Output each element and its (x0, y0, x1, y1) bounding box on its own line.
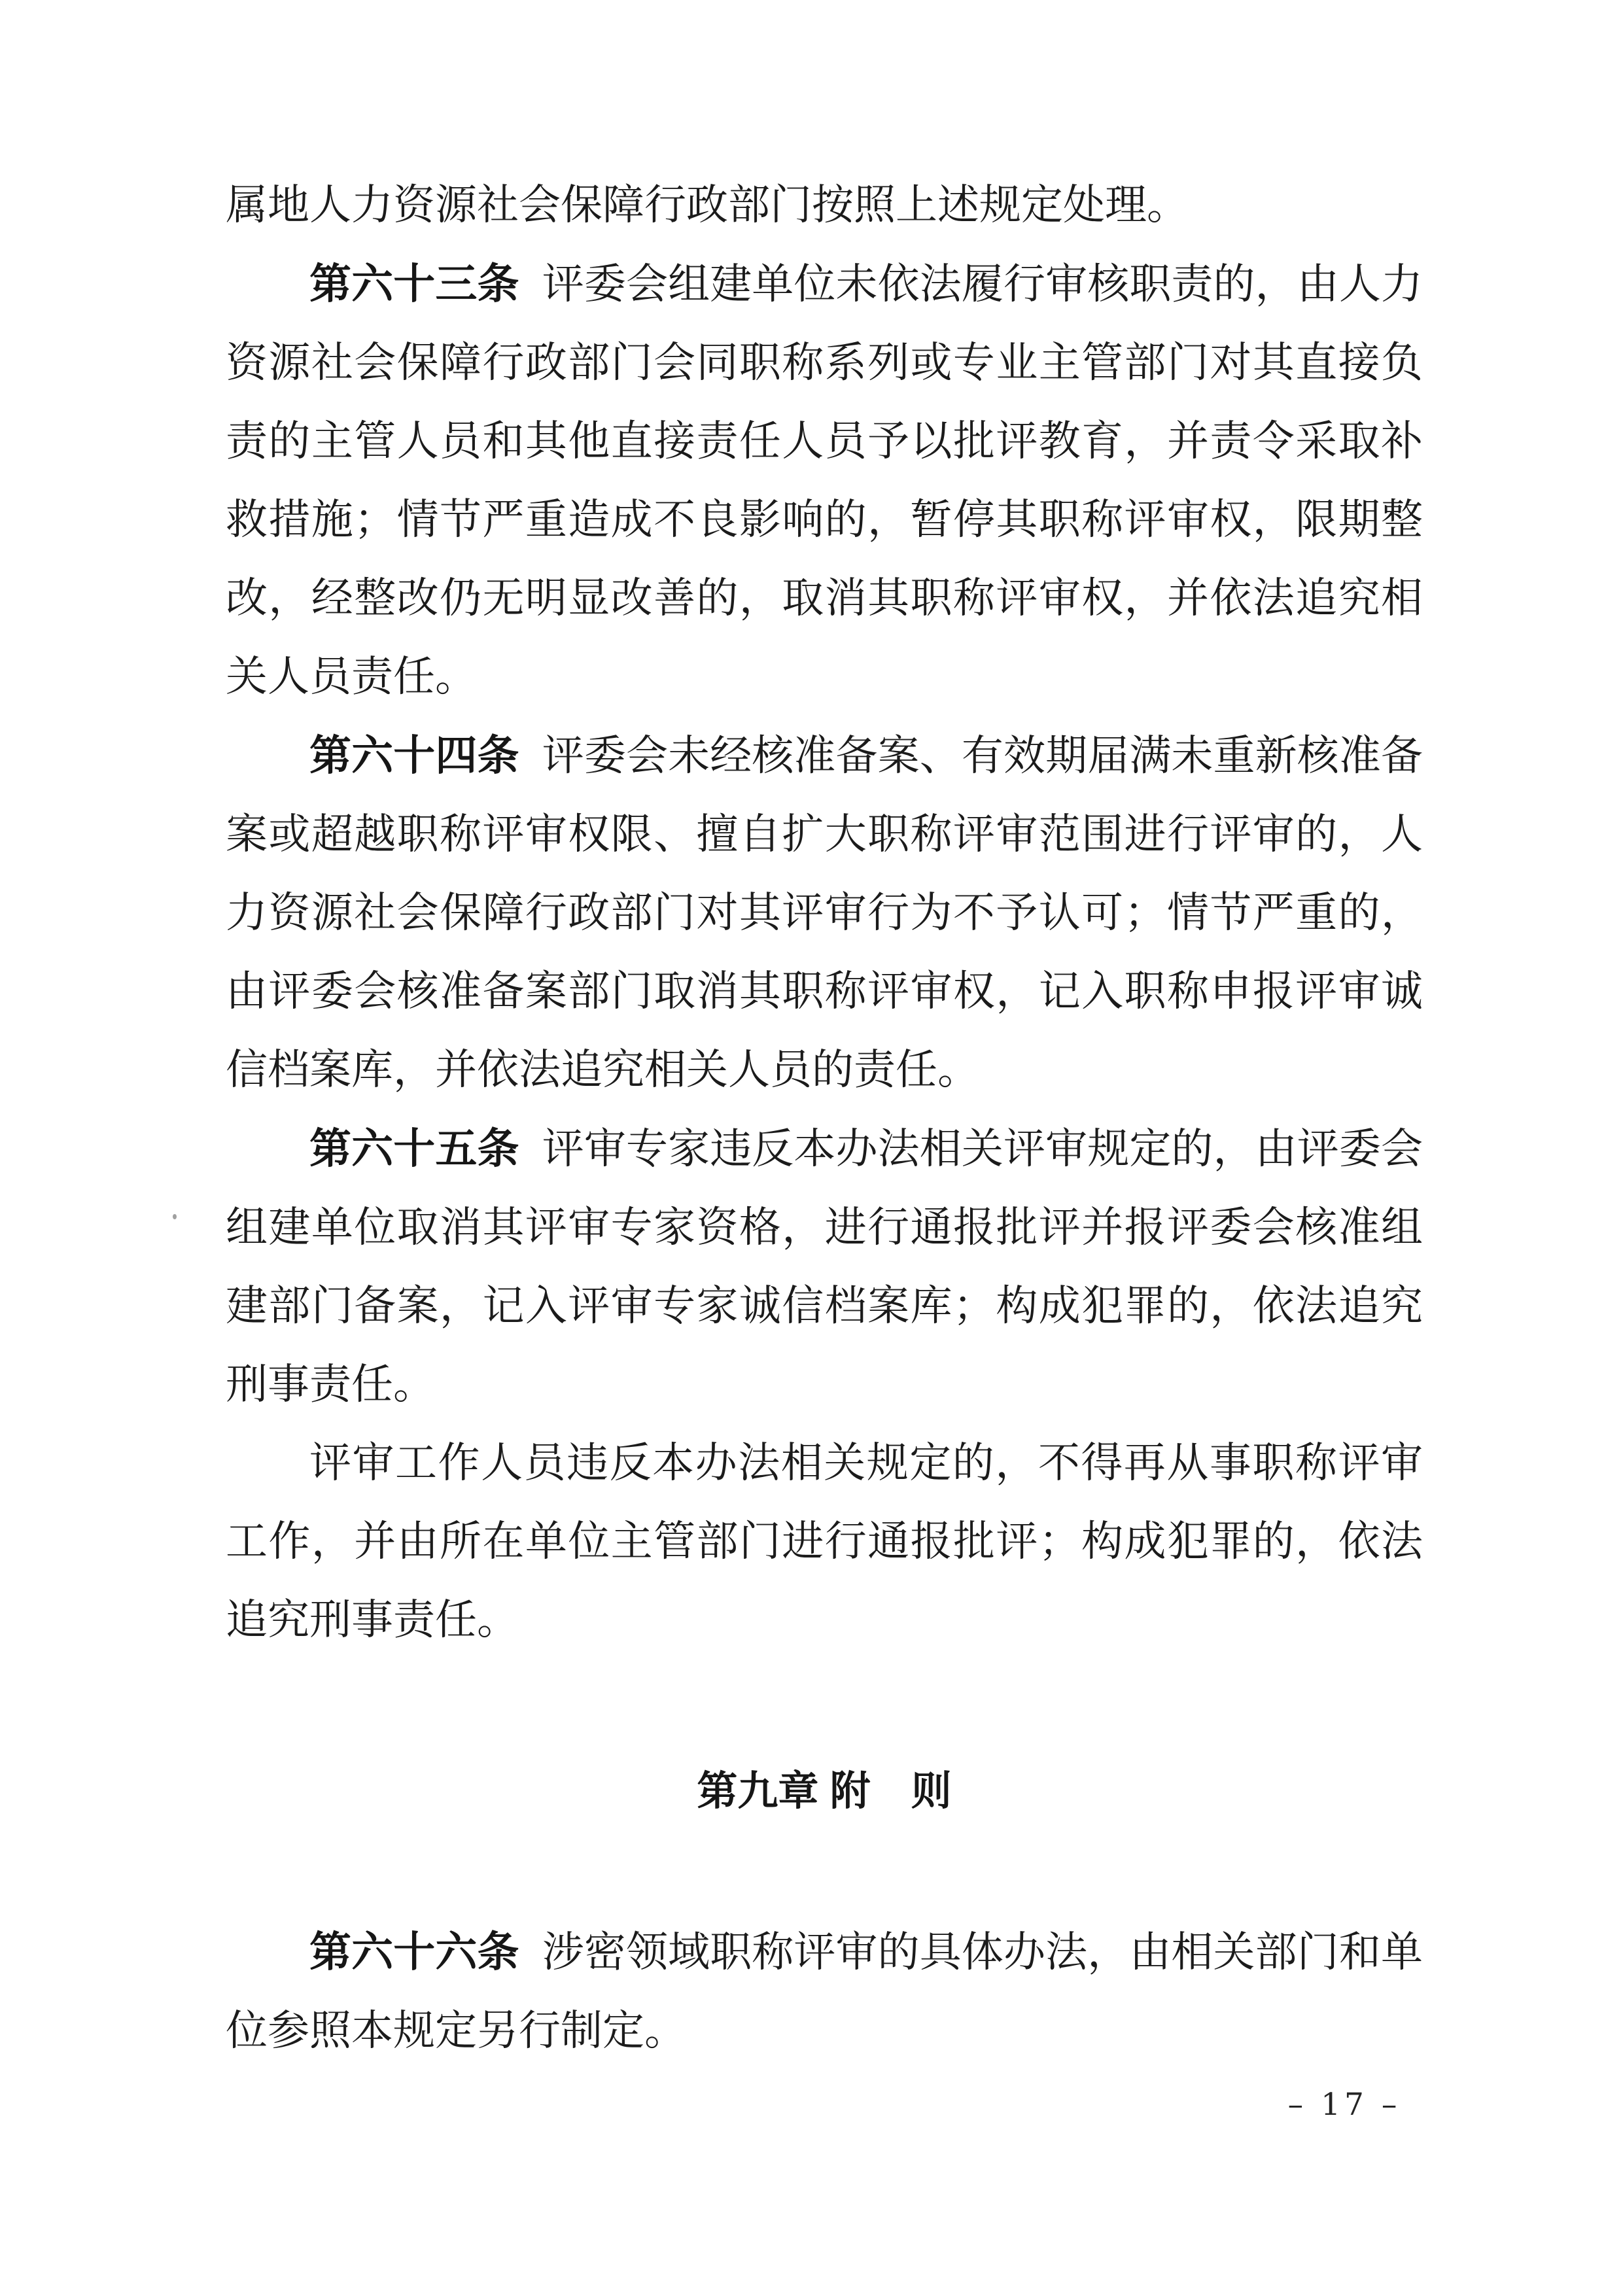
paragraph-text: 涉密领域职称评审的具体办法，由相关部门和单位参照本规定另行制定。 (226, 1929, 1423, 2054)
paragraph-text: 属地人力资源社会保障行政部门按照上述规定处理。 (226, 182, 1189, 228)
paragraph-text: 评委会未经核准备案、有效期届满未重新核准备案或超越职称评审权限、擅自扩大职称评审范围进行评审的，人力资源社会保障行政部门对其评审行为不予认可；情节严重的，由评委会核准备案部门取消其职称评审权，记入职称申报评审诚信档案库，并依法追究相关人员的责任。 (226, 733, 1423, 1093)
paragraph-review-staff (226, 1424, 1423, 1660)
paragraph-text: 评审专家违反本办法相关评审规定的，由评委会组建单位取消其评审专家资格，进行通报批评并报评委会核准组建部门备案，记入评审专家诚信档案库；构成犯罪的，依法追究刑事责任。 (226, 1126, 1423, 1408)
paragraph-article-63 (226, 245, 1423, 716)
scan-speck (173, 1214, 177, 1219)
document-body (226, 166, 1423, 2070)
page-number: – 17 – (1287, 2087, 1401, 2123)
article-number: 第六十五条 (309, 1125, 519, 1172)
article-number: 第六十六条 (309, 1928, 519, 1975)
article-number: 第六十三条 (309, 260, 519, 307)
paragraph-text: 评审工作人员违反本办法相关规定的，不得再从事职称评审工作，并由所在单位主管部门进行通报批评；构成犯罪的，依法追究刑事责任。 (226, 1440, 1423, 1643)
paragraph-continuation (226, 166, 1423, 245)
paragraph-article-65 (226, 1109, 1423, 1424)
paragraph-article-64 (226, 716, 1423, 1109)
paragraph-article-66 (226, 1913, 1423, 2070)
chapter-heading: 第九章 附 则 (697, 1769, 952, 1814)
article-number: 第六十四条 (309, 732, 519, 779)
paragraph-text: 评委会组建单位未依法履行审核职责的，由人力资源社会保障行政部门会同职称系列或专业主管部门对其直接负责的主管人员和其他直接责任人员予以批评教育，并责令采取补救措施；情节严重造成不良影响的，暂停其职称评审权，限期整改，经整改仍无明显改善的，取消其职称评审权，并依法追究相关人员责任。 (226, 261, 1423, 700)
